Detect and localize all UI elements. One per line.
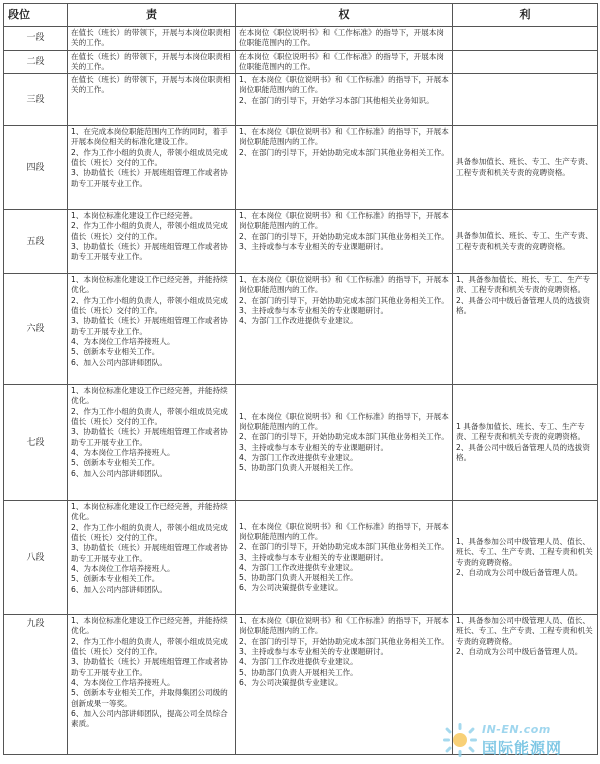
table-row [4,126,598,210]
level-cell: 八段 [4,501,68,615]
level-cell: 二段 [4,50,68,74]
watermark-name: 国际能源网 [482,739,563,757]
duty-cell: 1、本岗位标准化建设工作已经完善，并能持续优化。 2、作为工作小组的负责人，带领小组成员完成值长（班长）交付的工作。 3、协助值长（班长）开展班组管理工作或者协助专工开展专业工作。 4、为本岗位工作培养接班人。 5、创新本专业相关工作。 6、加入公司内部讲师团队。 [68,501,236,615]
header-level: 段位 [4,4,68,27]
authority-cell: 1、在本岗位《职位说明书》和《工作标准》的指导下，开展本岗位职能范围内的工作。 2、在部门的引导下，开始协助完成本部门其他业务相关工作。 3、主持或参与本专业相关的专业课题研讨。 [236,210,453,274]
benefit-cell: 1、具备参加公司中级管理人员、值长、班长、专工、生产专责、工程专责和机关专责的竞聘资格。 2、自动成为公司中级后备管理人员。 [453,615,598,755]
duty-cell: 1、本岗位标准化建设工作已经完善。 2、作为工作小组的负责人，带领小组成员完成值长（班长）交付的工作。 3、协助值长（班长）开展班组管理工作或者协助专工开展专业工作。 [68,210,236,274]
authority-cell: 在本岗位《职位说明书》和《工作标准》的指导下，开展本岗位职能范围内的工作。 [236,27,453,51]
table-row [4,74,598,126]
table-row [4,501,598,615]
level-cell: 五段 [4,210,68,274]
duty-cell: 在值长（班长）的带领下，开展与本岗位职责相关的工作。 [68,74,236,126]
benefit-cell: 具备参加值长、班长、专工、生产专责、工程专责和机关专责的竞聘资格。 [453,210,598,274]
benefit-cell: 1、具备参加公司中级管理人员、值长、班长、专工、生产专责、工程专责和机关专责的竞聘资格。 2、自动成为公司中级后备管理人员。 [453,501,598,615]
level-cell: 四段 [4,126,68,210]
table-row [4,274,598,385]
benefit-cell [453,74,598,126]
authority-cell: 1、在本岗位《职位说明书》和《工作标准》的指导下，开展本岗位职能范围内的工作。 2、在部门的引导下，开始协助完成本部门其他业务相关工作。 [236,126,453,210]
benefit-cell: 1 具备参加值长、班长、专工、生产专责、工程专责和机关专责的竞聘资格。 2、具备公司中级后备管理人员的选拔资格。 [453,385,598,501]
authority-cell: 1、在本岗位《职位说明书》和《工作标准》的指导下，开展本岗位职能范围内的工作。 2、在部门的引导下，开始学习本部门其他相关业务知识。 [236,74,453,126]
benefit-cell: 具备参加值长、班长、专工、生产专责、工程专责和机关专责的竞聘资格。 [453,126,598,210]
benefit-cell [453,27,598,51]
duty-cell: 1、本岗位标准化建设工作已经完善，并能持续优化。 2、作为工作小组的负责人，带领小组成员完成值长（班长）交付的工作。 3、协助值长（班长）开展班组管理工作或者协助专工开展专业工作。 4、为本岗位工作培养接班人。 5、创新本专业相关工作。 6、加入公司内部讲师团队。 [68,385,236,501]
watermark-site: IN-EN.com [482,723,551,736]
header-benefit: 利 [453,4,598,27]
sun-logo-icon [442,722,478,758]
table-header-row [4,4,598,27]
authority-cell: 1、在本岗位《职位说明书》和《工作标准》的指导下，开展本岗位职能范围内的工作。 2、在部门的引导下，开始协助完成本部门其他业务相关工作。 3、主持或参与本专业相关的专业课题研讨。 4、为部门工作改进提供专业建议。 5、协助部门负责人开展相关工作。 6、为公司决策提供专业建议。 [236,501,453,615]
duty-cell: 1、本岗位标准化建设工作已经完善，并能持续优化。 2、作为工作小组的负责人，带领小组成员完成值长（班长）交付的工作。 3、协助值长（班长）开展班组管理工作或者协助专工开展专业工作。 4、为本岗位工作培养接班人。 5、创新本专业相关工作，并取得集团公司级的创新成果一等奖。 6、加入公司内部讲师团队，提高公司全员综合素质。 [68,615,236,755]
duty-rights-benefits-table [3,3,598,755]
authority-cell: 1、在本岗位《职位说明书》和《工作标准》的指导下，开展本岗位职能范围内的工作。 2、在部门的引导下，开始协助完成本部门其他业务相关工作。 3、主持或参与本专业相关的专业课题研讨。 4、为部门工作改进提供专业建议。 5、协助部门负责人开展相关工作。 6、为公司决策提供专业建议。 [236,615,453,755]
authority-cell: 1、在本岗位《职位说明书》和《工作标准》的指导下，开展本岗位职能范围内的工作。 2、在部门的引导下，开始协助完成本部门其他业务相关工作。 3、主持或参与本专业相关的专业课题研讨。 4、为部门工作改进提供专业建议。 [236,274,453,385]
duty-cell: 在值长（班长）的带领下，开展与本岗位职责相关的工作。 [68,50,236,74]
level-cell: 六段 [4,274,68,385]
table-row [4,385,598,501]
table-row [4,210,598,274]
duty-cell: 1、在完成本岗位职能范围内工作的同时，着手开展本岗位相关的标准化建设工作。 2、作为工作小组的负责人，带领小组成员完成值长（班长）交付的工作。 3、协助值长（班长）开展班组管理工作或者协助专工开展专业工作。 [68,126,236,210]
level-cell: 一段 [4,27,68,51]
authority-cell: 在本岗位《职位说明书》和《工作标准》的指导下，开展本岗位职能范围内的工作。 [236,50,453,74]
watermark-logo [442,722,592,758]
header-duty: 责 [68,4,236,27]
duty-cell: 在值长（班长）的带领下，开展与本岗位职责相关的工作。 [68,27,236,51]
level-cell: 七段 [4,385,68,501]
header-authority: 权 [236,4,453,27]
benefit-cell: 1、具备参加值长、班长、专工、生产专责、工程专责和机关专责的竞聘资格。 2、具备公司中级后备管理人员的选拔资格。 [453,274,598,385]
table-row [4,50,598,74]
level-cell: 三段 [4,74,68,126]
benefit-cell [453,50,598,74]
table-row [4,27,598,51]
duty-cell: 1、本岗位标准化建设工作已经完善，并能持续优化。 2、作为工作小组的负责人，带领小组成员完成值长（班长）交付的工作。 3、协助值长（班长）开展班组管理工作或者协助专工开展专业工作。 4、为本岗位工作培养接班人。 5、创新本专业相关工作。 6、加入公司内部讲师团队。 [68,274,236,385]
authority-cell: 1、在本岗位《职位说明书》和《工作标准》的指导下，开展本岗位职能范围内的工作。 2、在部门的引导下，开始协助完成本部门其他业务相关工作。 3、主持或参与本专业相关的专业课题研讨。 4、为部门工作改进提供专业建议。 5、协助部门负责人开展相关工作。 [236,385,453,501]
level-cell: 九段 [4,615,68,755]
